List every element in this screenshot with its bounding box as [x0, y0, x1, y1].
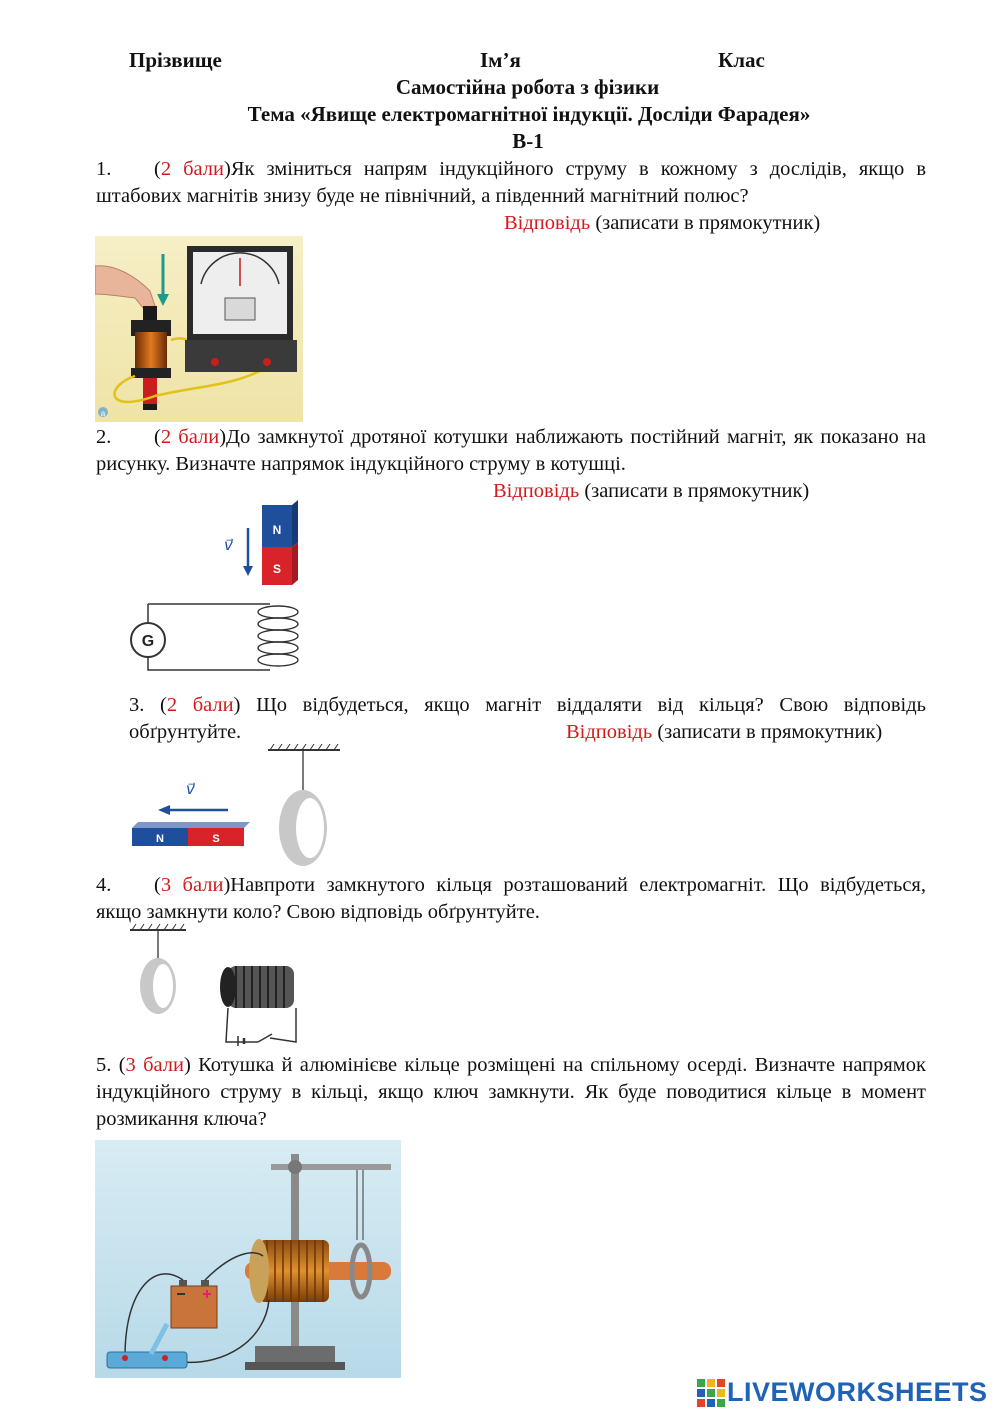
question-4 [96, 872, 926, 926]
answer-note: (записати в прямокутник) [652, 721, 883, 743]
question-number: 1. [96, 158, 112, 180]
question-text: Як зміниться напрям індукційного струму в кожному з дослідів, якщо в штабових магнітів знизу буде не північний, а південний магнітний полюс? [96, 158, 926, 207]
answer-label: Відповідь [493, 480, 580, 502]
velocity-label: v⃗ [224, 537, 233, 554]
magnet-north-label-3: N [156, 833, 164, 845]
question-points: 3 бали [125, 1054, 184, 1076]
variant-label: В-1 [512, 129, 544, 153]
class-label: Клас [718, 48, 765, 72]
name-label: Ім’я [480, 48, 521, 72]
liveworksheets-brand: LIVEWORKSHEETS [727, 1377, 988, 1407]
worksheet-title: Самостійна робота з фізики [395, 75, 660, 99]
question-number: 5. [96, 1054, 112, 1076]
question-points: 2 бали [166, 694, 234, 716]
figure-3-magnet-ring [128, 744, 348, 866]
surname-label: Прізвище [129, 48, 222, 72]
question-text: До замкнутої дротяної котушки наближають постійний магніт, як показано на рисунку. Визначте напрямок індукційного струму в котушці. [96, 426, 926, 475]
answer-hint-1 [504, 210, 820, 237]
figure-1-coil-galvanometer [95, 236, 303, 422]
question-number: 3. [129, 694, 145, 716]
question-text: Навпроти замкнутого кільця розташований електромагніт. Що відбудеться, якщо замкнути коло? Свою відповідь обґрунтуйте. [96, 874, 926, 923]
paren-close: ) [224, 158, 231, 180]
paren-open: ( [154, 874, 161, 896]
answer-hint-3 [566, 719, 882, 746]
question-points: 2 бали [160, 426, 220, 448]
paren-open: ( [154, 426, 161, 448]
figure-5-coil-ring-core [95, 1140, 401, 1378]
question-text: Котушка й алюмінієве кільце розміщені на спільному осерді. Визначте напрямок індукційного струму в кільці, якщо ключ замкнути. Як буде поводитися кільце в момент розмикання ключа? [96, 1054, 926, 1130]
question-2 [96, 424, 926, 478]
question-5 [96, 1052, 926, 1133]
paren-close: ) [219, 426, 227, 448]
liveworksheets-logo-icon [697, 1379, 725, 1407]
paren-open: ( [160, 694, 167, 716]
magnet-south-label-3: S [212, 833, 220, 845]
question-points: 2 бали [160, 158, 225, 180]
paren-close: ) [183, 1054, 191, 1076]
velocity-label-3: v⃗ [186, 781, 195, 798]
question-text: Що відбудеться, якщо магніт віддаляти від кільця? Свою відповідь обґрунтуйте. [129, 694, 926, 743]
paren-open: ( [154, 158, 161, 180]
figure-4-ring-electromagnet [128, 922, 303, 1046]
liveworksheets-logo [697, 1377, 995, 1409]
answer-note: (записати в прямокутник) [579, 480, 810, 502]
question-points: 3 бали [160, 874, 224, 896]
question-number: 4. [96, 874, 112, 896]
galvanometer-label: G [141, 633, 155, 650]
paren-open: ( [118, 1054, 126, 1076]
magnet-north-label: N [272, 523, 282, 537]
figure-1-label: а [100, 409, 106, 418]
answer-hint-2 [493, 478, 809, 505]
paren-close: ) [233, 694, 241, 716]
paren-close: ) [223, 874, 231, 896]
answer-label: Відповідь [566, 721, 653, 743]
answer-label: Відповідь [504, 212, 591, 234]
figure-2-coil-circuit [120, 500, 310, 680]
answer-note: (записати в прямокутник) [590, 212, 821, 234]
magnet-south-label: S [272, 562, 282, 576]
question-number: 2. [96, 426, 112, 448]
question-1 [96, 156, 926, 210]
worksheet-topic: Тема «Явище електромагнітної індукції. Досліди Фарадея» [247, 102, 811, 126]
